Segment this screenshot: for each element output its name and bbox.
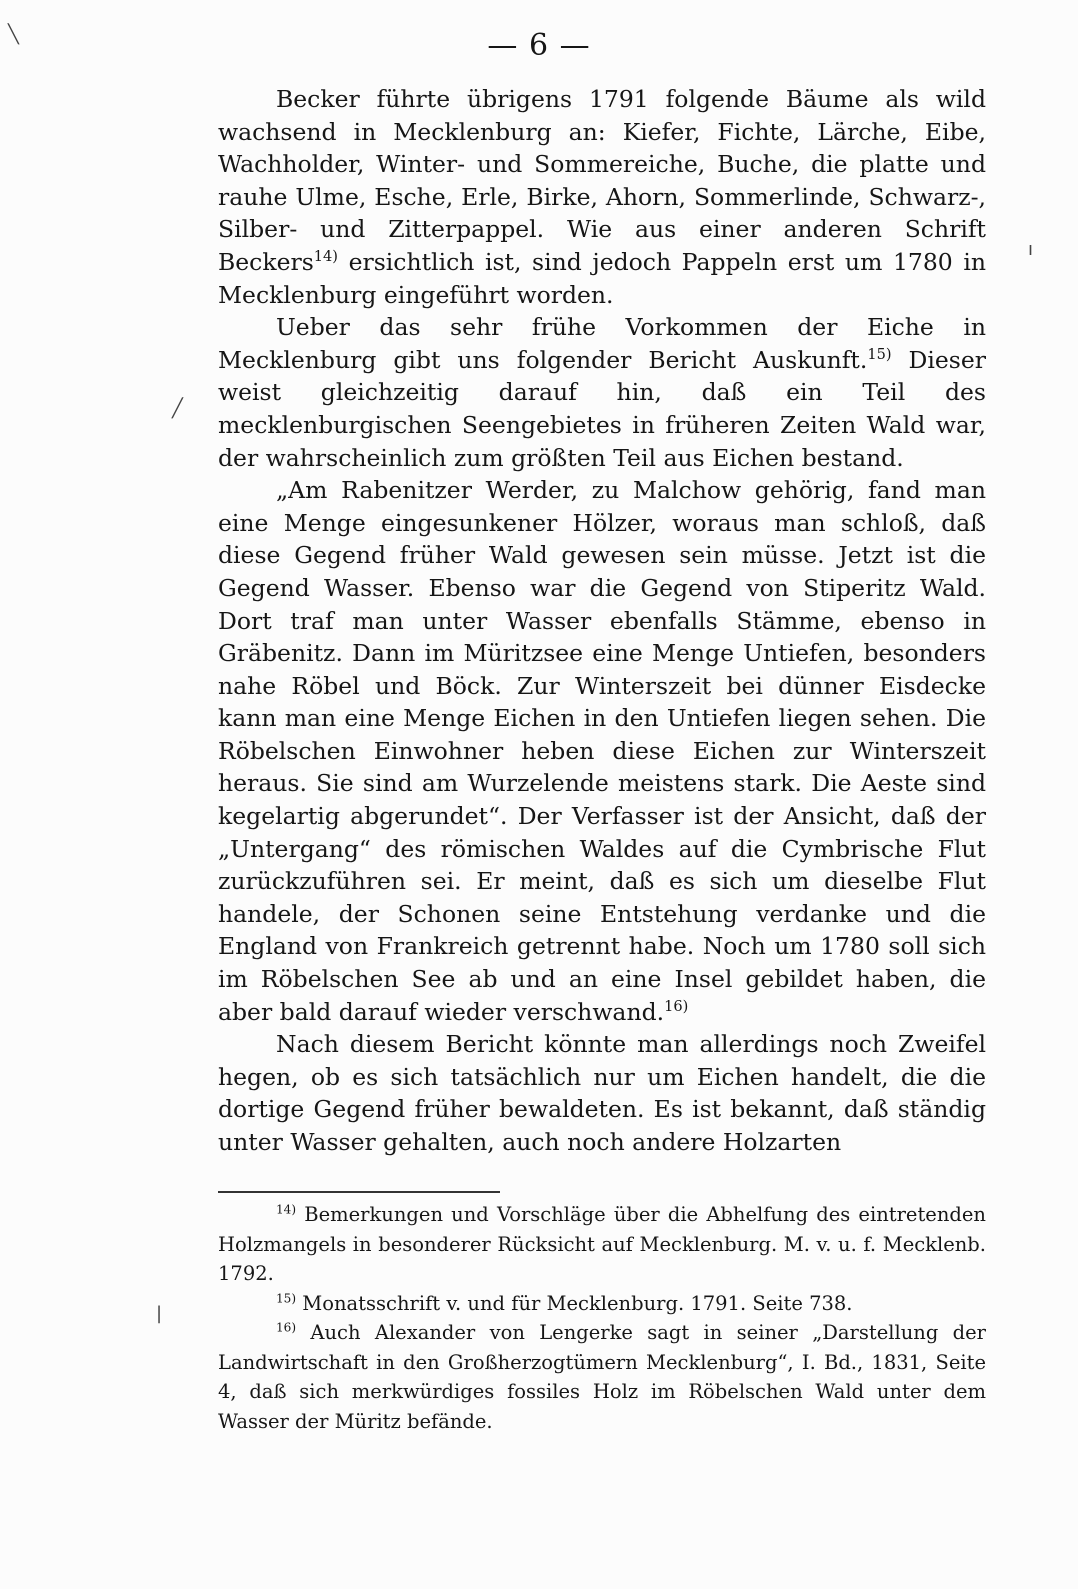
paragraph-text: Nach diesem Bericht könnte man allerdings noch Zweifel hegen, ob es sich tatsächlich nur um Eichen handelt, die die dortige Gegend früher bewaldeten. Es ist bekannt, daß ständig unter Wasser gehalten, auch noch andere Holzarten — [218, 1030, 986, 1156]
paragraph-text: Dieser weist gleichzeitig darauf hin, daß ein Teil des mecklenburgischen Seengebietes in früheren Zeiten Wald war, der wahrscheinlich zum größten Teil aus Eichen bestand. — [218, 345, 986, 472]
footnote-divider — [218, 1191, 500, 1193]
footnote-reference: 15) — [867, 345, 892, 363]
scan-mark: ╲ — [8, 24, 19, 45]
footnote — [218, 1289, 986, 1319]
page-number: — 6 — — [487, 28, 591, 63]
scan-mark: | — [156, 1303, 163, 1324]
footnote-reference: 16) — [664, 997, 689, 1015]
paragraph-text: ersichtlich ist, sind jedoch Pappeln erst um 1780 in Mecklenburg eingeführt worden. — [218, 247, 986, 309]
footnote-number: 14) — [276, 1202, 297, 1217]
main-text — [218, 83, 986, 1159]
footnote-number: 15) — [276, 1291, 297, 1305]
footnote-reference: 14) — [313, 248, 338, 266]
footnote — [218, 1200, 986, 1289]
paragraph — [218, 474, 986, 1028]
footnote-text: Auch Alexander von Lengerke sagt in seiner „Darstellung der Landwirtschaft in den Großherzogtümern Mecklenburg“, I. Bd., 1831, Seite 4, daß sich merkwürdiges fossiles Holz im Röbelschen Wald unter dem Wasser der Müritz befände. — [218, 1321, 986, 1433]
footnotes — [218, 1200, 986, 1436]
footnote-number: 16) — [276, 1320, 297, 1335]
paragraph-text: Ueber das sehr frühe Vorkommen der Eiche in Mecklenburg gibt uns folgender Bericht Auskunft. — [218, 313, 986, 374]
footnote-text: Monatsschrift v. und für Mecklenburg. 1791. Seite 738. — [296, 1291, 853, 1315]
paragraph — [218, 1028, 986, 1158]
footnote-text: Bemerkungen und Vorschläge über die Abhelfung des eintretenden Holzmangels in besonderer Rücksicht auf Mecklenburg. M. v. u. f. Mecklenb. 1792. — [218, 1203, 986, 1285]
scan-mark: ╱ — [172, 398, 183, 419]
footnote — [218, 1318, 986, 1436]
paragraph — [218, 311, 986, 474]
scan-mark: ı — [1028, 239, 1034, 260]
paragraph-text: „Am Rabenitzer Werder, zu Malchow gehörig, fand man eine Menge eingesunkener Hölzer, woraus man schloß, daß diese Gegend früher Wald gewesen sein müsse. Jetzt ist die Gegend Wasser. Ebenso war die Gegend von Stiperitz Wald. Dort traf man unter Wasser ebenfalls Stämme, ebenso in Gräbenitz. Dann im Müritzsee eine Menge Untiefen, besonders nahe Röbel und Böck. Zur Winterszeit bei dünner Eisdecke kann man eine Menge Eichen in den Untiefen liegen sehen. Die Röbelschen Einwohner heben diese Eichen zur Winterszeit heraus. Sie sind am Wurzelende meistens stark. Die Aeste sind kegelartig abgerundet“. Der Verfasser ist der Ansicht, daß der „Untergang“ des römischen Waldes auf die Cymbrische Flut zurückzuführen sei. Er meint, daß es sich um dieselbe Flut handele, der Schonen seine Entstehung verdanke und die England von Frankreich getrennt habe. Noch um 1780 soll sich im Röbelschen See ab und an eine Insel gebildet haben, die aber bald darauf wieder verschwand. — [218, 476, 986, 1026]
paragraph-text: Becker führte übrigens 1791 folgende Bäume als wild wachsend in Mecklenburg an: Kiefer, Fichte, Lärche, Eibe, Wachholder, Winter- und Sommereiche, Buche, die platte und rauhe Ulme, Esche, Erle, Birke, Ahorn, Sommerlinde, Schwarz-, Silber- und Zitterpappel. Wie aus einer anderen Schrift Beckers — [218, 85, 986, 276]
paragraph — [218, 83, 986, 311]
